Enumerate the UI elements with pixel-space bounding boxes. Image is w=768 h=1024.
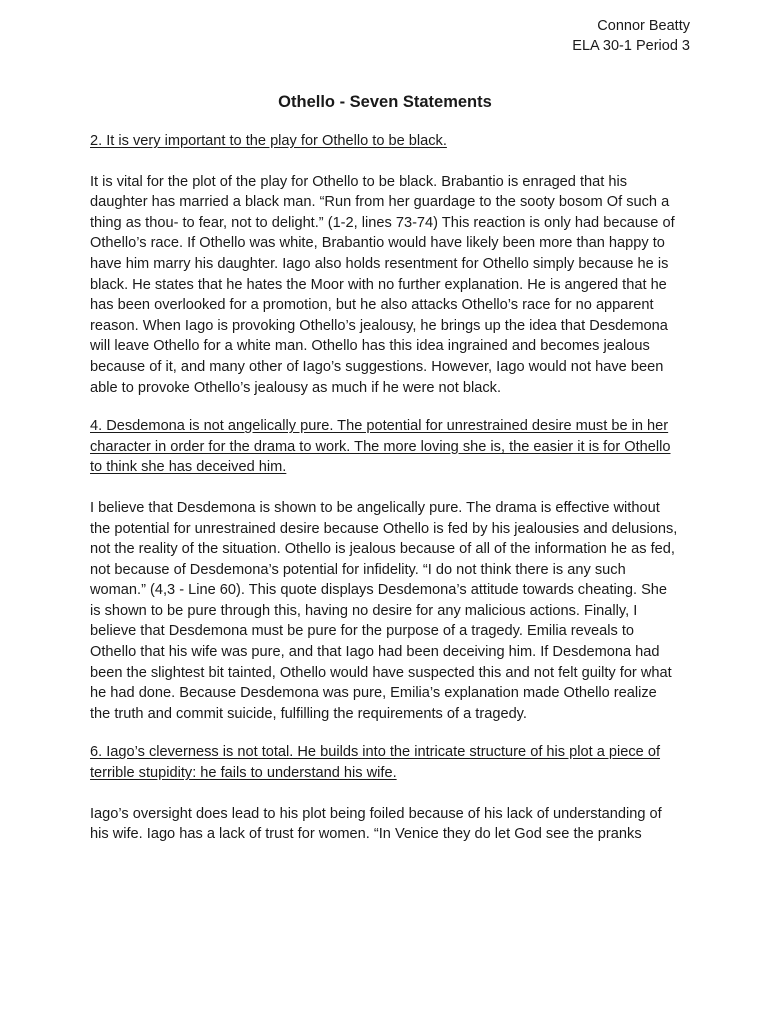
author-name: Connor Beatty (597, 18, 690, 34)
document-title: Othello - Seven Statements (278, 93, 492, 111)
statement-response: Iago’s oversight does lead to his plot being foiled because of his lack of understanding of his wife. Iago has a lack of trust for women. “In Venice they do let God see the pranks (90, 805, 662, 843)
document-header (90, 16, 690, 56)
statement-prompt: 4. Desdemona is not angelically pure. The potential for unrestrained desire must be in her character in order for the drama to work. The more loving she is, the easier it is for Othello to think she has deceived him. (90, 418, 671, 476)
statement-response: It is vital for the plot of the play for Othello to be black. Brabantio is enraged that his daughter has married a black man. “Run from her guardage to the sooty bosom Of such a thing as thou- to fear, not to delight.” (1-2, lines 73-74) This reaction is only had because of Othello’s race. If Othello was white, Brabantio would have likely been more than happy to have him marry his daughter. Iago also holds resentment for Othello simply because he is black. He states that he hates the Moor with no further explanation. He is angered that he has been overlooked for a promotion, but he also attacks Othello’s race for no apparent reason. When Iago is provoking Othello’s jealousy, he brings up the idea that Desdemona will leave Othello for a white man. Othello has this idea ingrained and becomes jealous because of it, and many other of Iago’s suggestions. However, Iago would not have been able to provoke Othello’s jealousy as much if he were not black. (90, 173, 675, 396)
statement-prompt: 2. It is very important to the play for Othello to be black. (90, 133, 447, 149)
statement-section (90, 131, 680, 398)
class-info: ELA 30-1 Period 3 (572, 38, 690, 54)
statement-prompt: 6. Iago’s cleverness is not total. He builds into the intricate structure of his plot a piece of terrible stupidity: he fails to understand his wife. (90, 744, 661, 782)
statement-section (90, 416, 680, 724)
statement-response: I believe that Desdemona is shown to be angelically pure. The drama is effective without the potential for unrestrained desire because Othello is fed by his jealousies and delusions, not the reality of the situation. Othello is jealous because of all of the information he as fed, not because of Desdemona’s potential for infidelity. “I do not think there is any such woman.” (4,3 - Line 60). This quote displays Desdemona’s attitude towards cheating. She is shown to be pure through this, having no desire for any malicious actions. Finally, I believe that Desdemona must be pure for the purpose of a tragedy. Emilia reveals to Othello that his wife was pure, and that Iago had been deceiving him. If Desdemona had been the slightest bit tainted, Othello would have suspected this and not felt guilty for what he had done. Because Desdemona was pure, Emilia’s explanation made Othello realize the truth and commit suicide, fulfilling the requirements of a tragedy. (90, 499, 678, 722)
statement-section (90, 742, 680, 844)
